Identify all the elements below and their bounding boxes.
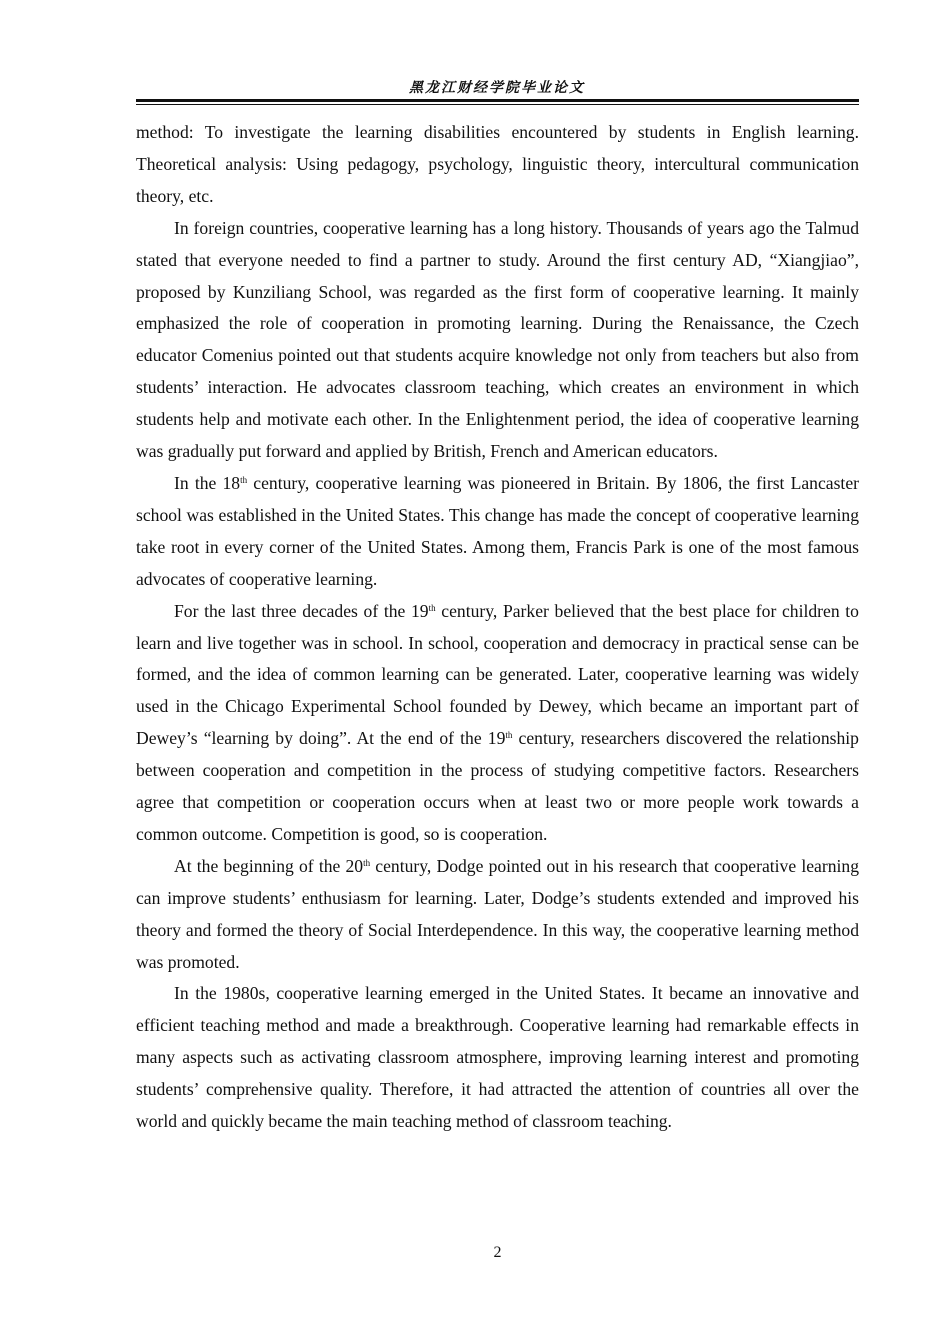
ordinal-suffix: th xyxy=(240,474,248,485)
paragraph-4-text-c: century, researchers discovered the relationship between cooperation and competition in the process of studying competitive factors. Researchers agree that competition or cooperation occurs when at least two or more people work towards a common outcome. Competition is good, so is cooperation. xyxy=(136,728,859,844)
running-header: 黑龙江财经学院毕业论文 xyxy=(409,80,585,96)
paragraph-5-text-b: century, Dodge pointed out in his research that cooperative learning can improve students’ enthusiasm for learning. Later, Dodge’s students extended and improved his theory and formed the theory of Social Interdependence. In this way, the cooperative learning method was promoted. xyxy=(136,855,859,972)
paragraph-5 xyxy=(136,851,859,979)
paragraph-2: In foreign countries, cooperative learning has a long history. Thousands of years ago the Talmud stated that everyone needed to find a partner to study. Around the first century AD, “Xiangjiao”, proposed by Kunziliang School, was regarded as the first form of cooperative learning. It mainly emphasized the role of cooperation in promoting learning. During the Renaissance, the Czech educator Comenius pointed out that students acquire knowledge not only from teachers but also from students’ interaction. He advocates classroom teaching, which creates an environment in which students help and motivate each other. In the Enlightenment period, the idea of cooperative learning was gradually put forward and applied by British, French and American educators. xyxy=(136,217,859,462)
paragraph-3 xyxy=(136,468,859,596)
header-rule-thick xyxy=(136,99,859,102)
paragraph-4-text-a: For the last three decades of the 19 xyxy=(174,600,429,621)
paragraph-3-text-b: century, cooperative learning was pioneered in Britain. By 1806, the first Lancaster school was established in the United States. This change has made the concept of cooperative learning take root in every corner of the United States. Among them, Francis Park is one of the most famous advocates of cooperative learning. xyxy=(136,472,859,589)
paragraph-1: method: To investigate the learning disabilities encountered by students in English learning. Theoretical analysis: Using pedagogy, psychology, linguistic theory, intercultural communication theory, etc. xyxy=(136,122,859,206)
paragraph-4 xyxy=(136,596,859,851)
ordinal-suffix: th xyxy=(505,730,513,741)
header-rule-thin xyxy=(136,104,859,105)
paragraph-5-text-a: At the beginning of the 20 xyxy=(174,855,364,876)
paragraph-4-text-b: century, Parker believed that the best place for children to learn and live together was in school. In school, cooperation and democracy in practical sense can be formed, and the idea of common learning can be generated. Later, cooperative learning was widely used in the Chicago Experimental School founded by Dewey, which became an important part of Dewey’s “learning by doing”. At the end of the 19 xyxy=(136,600,859,749)
ordinal-suffix: th xyxy=(428,602,436,613)
ordinal-suffix: th xyxy=(363,857,371,868)
paragraph-6: In the 1980s, cooperative learning emerged in the United States. It became an innovative and efficient teaching method and made a breakthrough. Cooperative learning had remarkable effects in many aspects such as activating classroom atmosphere, improving learning interest and promoting students’ comprehensive quality. Therefore, it had attracted the attention of countries all over the world and quickly became the main teaching method of classroom teaching. xyxy=(136,983,859,1132)
body-text xyxy=(136,117,859,1138)
paragraph-3-text-a: In the 18 xyxy=(174,472,241,493)
page-number: 2 xyxy=(493,1244,502,1261)
